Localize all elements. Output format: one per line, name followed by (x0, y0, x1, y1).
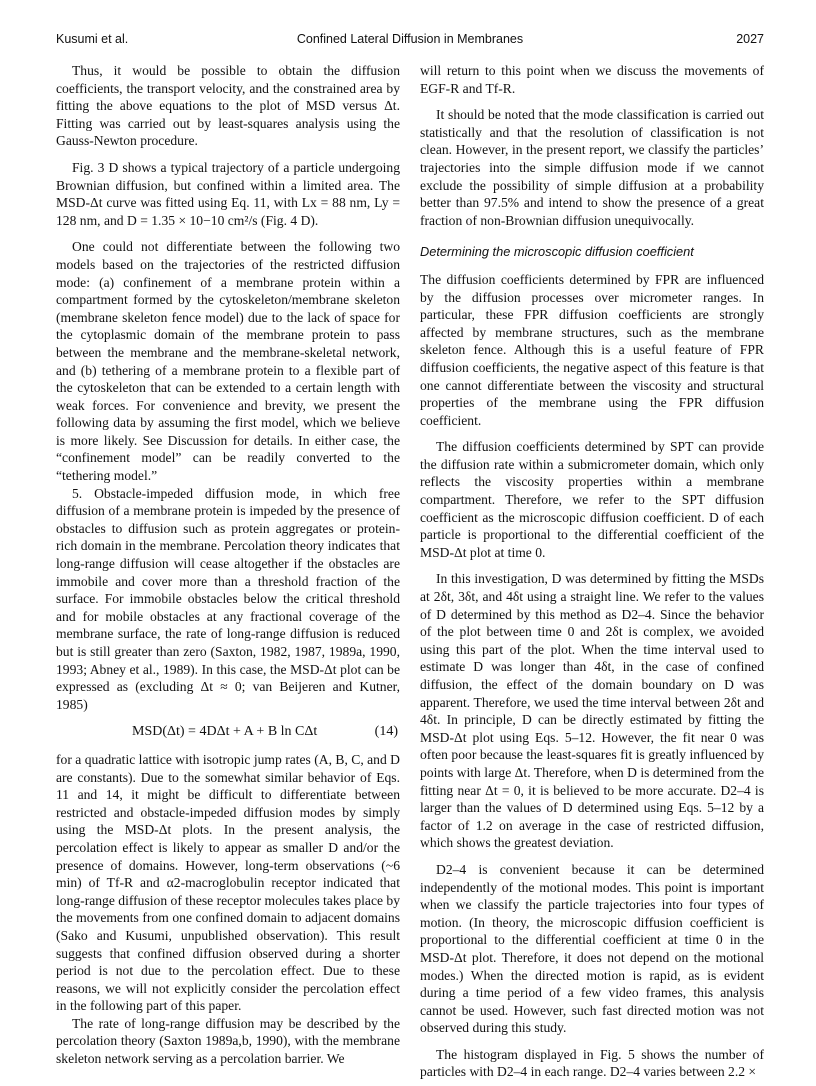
paragraph: for a quadratic lattice with isotropic jump rates (A, B, C, and D are constants). Due to the somewhat similar behavior of Eqs. 11 and 14, it might be difficult to differentiate between restricted and obstacle-impeded diffusion modes by simply using the MSD-Δt plots. In the present analysis, the percolation effect is likely to appear as smaller D and/or the presence of domains. However, long-term observations (~6 min) of Tf-R and α2-macroglobulin receptor indicated that long-range diffusion of these receptor molecules takes place by the movements from one confined domain to adjacent domains (Sako and Kusumi, unpublished observation). This result suggests that confined diffusion observed during a shorter period is not due to the percolation effect. Due to these reasons, we will not explicitly consider the percolation effect in the following part of this paper. (56, 751, 400, 1014)
section-heading: Determining the microscopic diffusion coefficient (420, 244, 694, 260)
equation-number: (14) (374, 724, 398, 740)
paragraph: The rate of long-range diffusion may be described by the percolation theory (Saxton 1989a,b, 1990), with the membrane skeleton network serving as a percolation barrier. We (56, 1015, 400, 1067)
paragraph: The diffusion coefficients determined by FPR are influenced by the diffusion processes over micrometer ranges. In particular, these FPR diffusion coefficients are strongly affected by membrane structures, such as the membrane skeleton fence. Although this is a useful feature of FPR diffusion coefficients, the negative aspect of this feature is that one cannot differentiate between the viscosity and structural properties of the membrane using the FPR diffusion coefficient. (420, 271, 764, 428)
paragraph: Fig. 3 D shows a typical trajectory of a particle undergoing Brownian diffusion, but confined within a limited area. The MSD-Δt curve was fitted using Eq. 11, with Lx = 88 nm, Ly = 128 nm, and D = 1.35 × 10−10 cm²/s (Fig. 4 D). (56, 159, 400, 228)
paragraph: One could not differentiate between the following two models based on the trajectories of the restricted diffusion mode: (a) confinement of a membrane protein within a compartment formed by the cytoskeleton/membrane skeleton (membrane skeleton fence model) due to the lack of space for the cytoplasmic domain of the membrane protein to pass between the membrane and the membrane-skeletal network, and (b) tethering of a membrane protein to a flexible part of the cytoskeleton that can be extended to a certain length with weak forces. For convenience and brevity, we present the following data by assuming the first model, which we believe is more likely. See Discussion for details. In either case, the “confinement model” can be readily converted to the “tethering model.” (56, 239, 400, 484)
paragraph: It should be noted that the mode classification is carried out statistically and that the resolution of classification is not clean. However, in the present report, we classify the particles’ trajectories into the simple diffusion mode if we cannot exclude the possibility of simple diffusion at a probability better than 97.5% and intend to show the presence of a great fraction of non-Brownian diffusion unequivocally. (420, 107, 764, 228)
equation-text: MSD(Δt) = 4DΔt + A + B ln CΔt (132, 724, 318, 740)
header-page-number: 2027 (736, 32, 764, 46)
right-column (420, 62, 764, 1081)
header-authors: Kusumi et al. (56, 32, 129, 46)
paragraph: D2–4 is convenient because it can be determined independently of the motional modes. This point is important when we classify the particle trajectories into four types of motion. (In theory, the microscopic diffusion coefficient is proportional to the differential coefficient at time 0 in the MSD-Δt plot. Therefore, it does not depend on the motional modes.) When the directed motion is rapid, as is evident during a time period of a few video frames, this analysis cannot be used. However, such fast directed motion was not observed during this study. (420, 861, 764, 1036)
left-column (56, 62, 400, 1068)
paragraph: will return to this point when we discuss the movements of EGF-R and Tf-R. (420, 63, 764, 96)
paragraph: The histogram displayed in Fig. 5 shows the number of particles with D2–4 in each range. D2–4 varies between 2.2 × (420, 1046, 764, 1080)
header-title: Confined Lateral Diffusion in Membranes (296, 32, 524, 46)
paragraph: 5. Obstacle-impeded diffusion mode, in which free diffusion of a membrane protein is impeded by the presence of obstacles to diffusion such as protein aggregates or protein-rich domain in the membrane. Percolation theory indicates that long-range diffusion will cease altogether if the obstacles are immobile and cover more than a threshold fraction of the surface. For immobile obstacles below the critical threshold and for mobile obstacles at any fractional coverage of the membrane surface, the rate of long-range diffusion is reduced but is still greater than zero (Saxton, 1982, 1987, 1989a, 1990, 1993; Abney et al., 1989). In this case, the MSD-Δt plot can be expressed as (excluding Δt ≈ 0; van Beijeren and Kutner, 1985) (56, 485, 400, 712)
paragraph: Thus, it would be possible to obtain the diffusion coefficients, the transport velocity, and the constrained area by fitting the above equations to the plot of MSD versus Δt. Fitting was carried out by least-squares analysis using the Gauss-Newton procedure. (56, 63, 400, 149)
paragraph: The diffusion coefficients determined by SPT can provide the diffusion rate within a submicrometer domain, which only reflects the viscosity properties within a membrane compartment. Therefore, we refer to the SPT diffusion coefficient as the microscopic diffusion coefficient. D of each particle is proportional to the differential coefficient of the MSD-Δt plot at time 0. (420, 439, 764, 560)
paragraph: In this investigation, D was determined by fitting the MSDs at 2δt, 3δt, and 4δt using a straight line. We refer to the values of D determined by this method as D2–4. Since the behavior of the plot between time 0 and 2δt is complex, we avoided using this part of the plot. When the time interval used to estimate D was longer than 4δt, in the case of confined diffusion, the effect of the domain boundary on D was apparent. Therefore, we used the time interval between 2δt and 4δt. In principle, D can be directly estimated by fitting the MSD-Δt plot using Eqs. 5–12. However, the fit near 0 was often poor because the least-squares fit is greatly influenced by points with large Δt. Therefore, when D is determined from the fitting near Δt = 0, it is believed to be more accurate. D2–4 is larger than the values of D determined using Eqs. 5–12 by a factor of 1.2 on average in the case of restricted diffusion, which shows the greatest deviation. (420, 571, 764, 851)
equation-14 (56, 723, 400, 741)
running-header (56, 32, 764, 50)
